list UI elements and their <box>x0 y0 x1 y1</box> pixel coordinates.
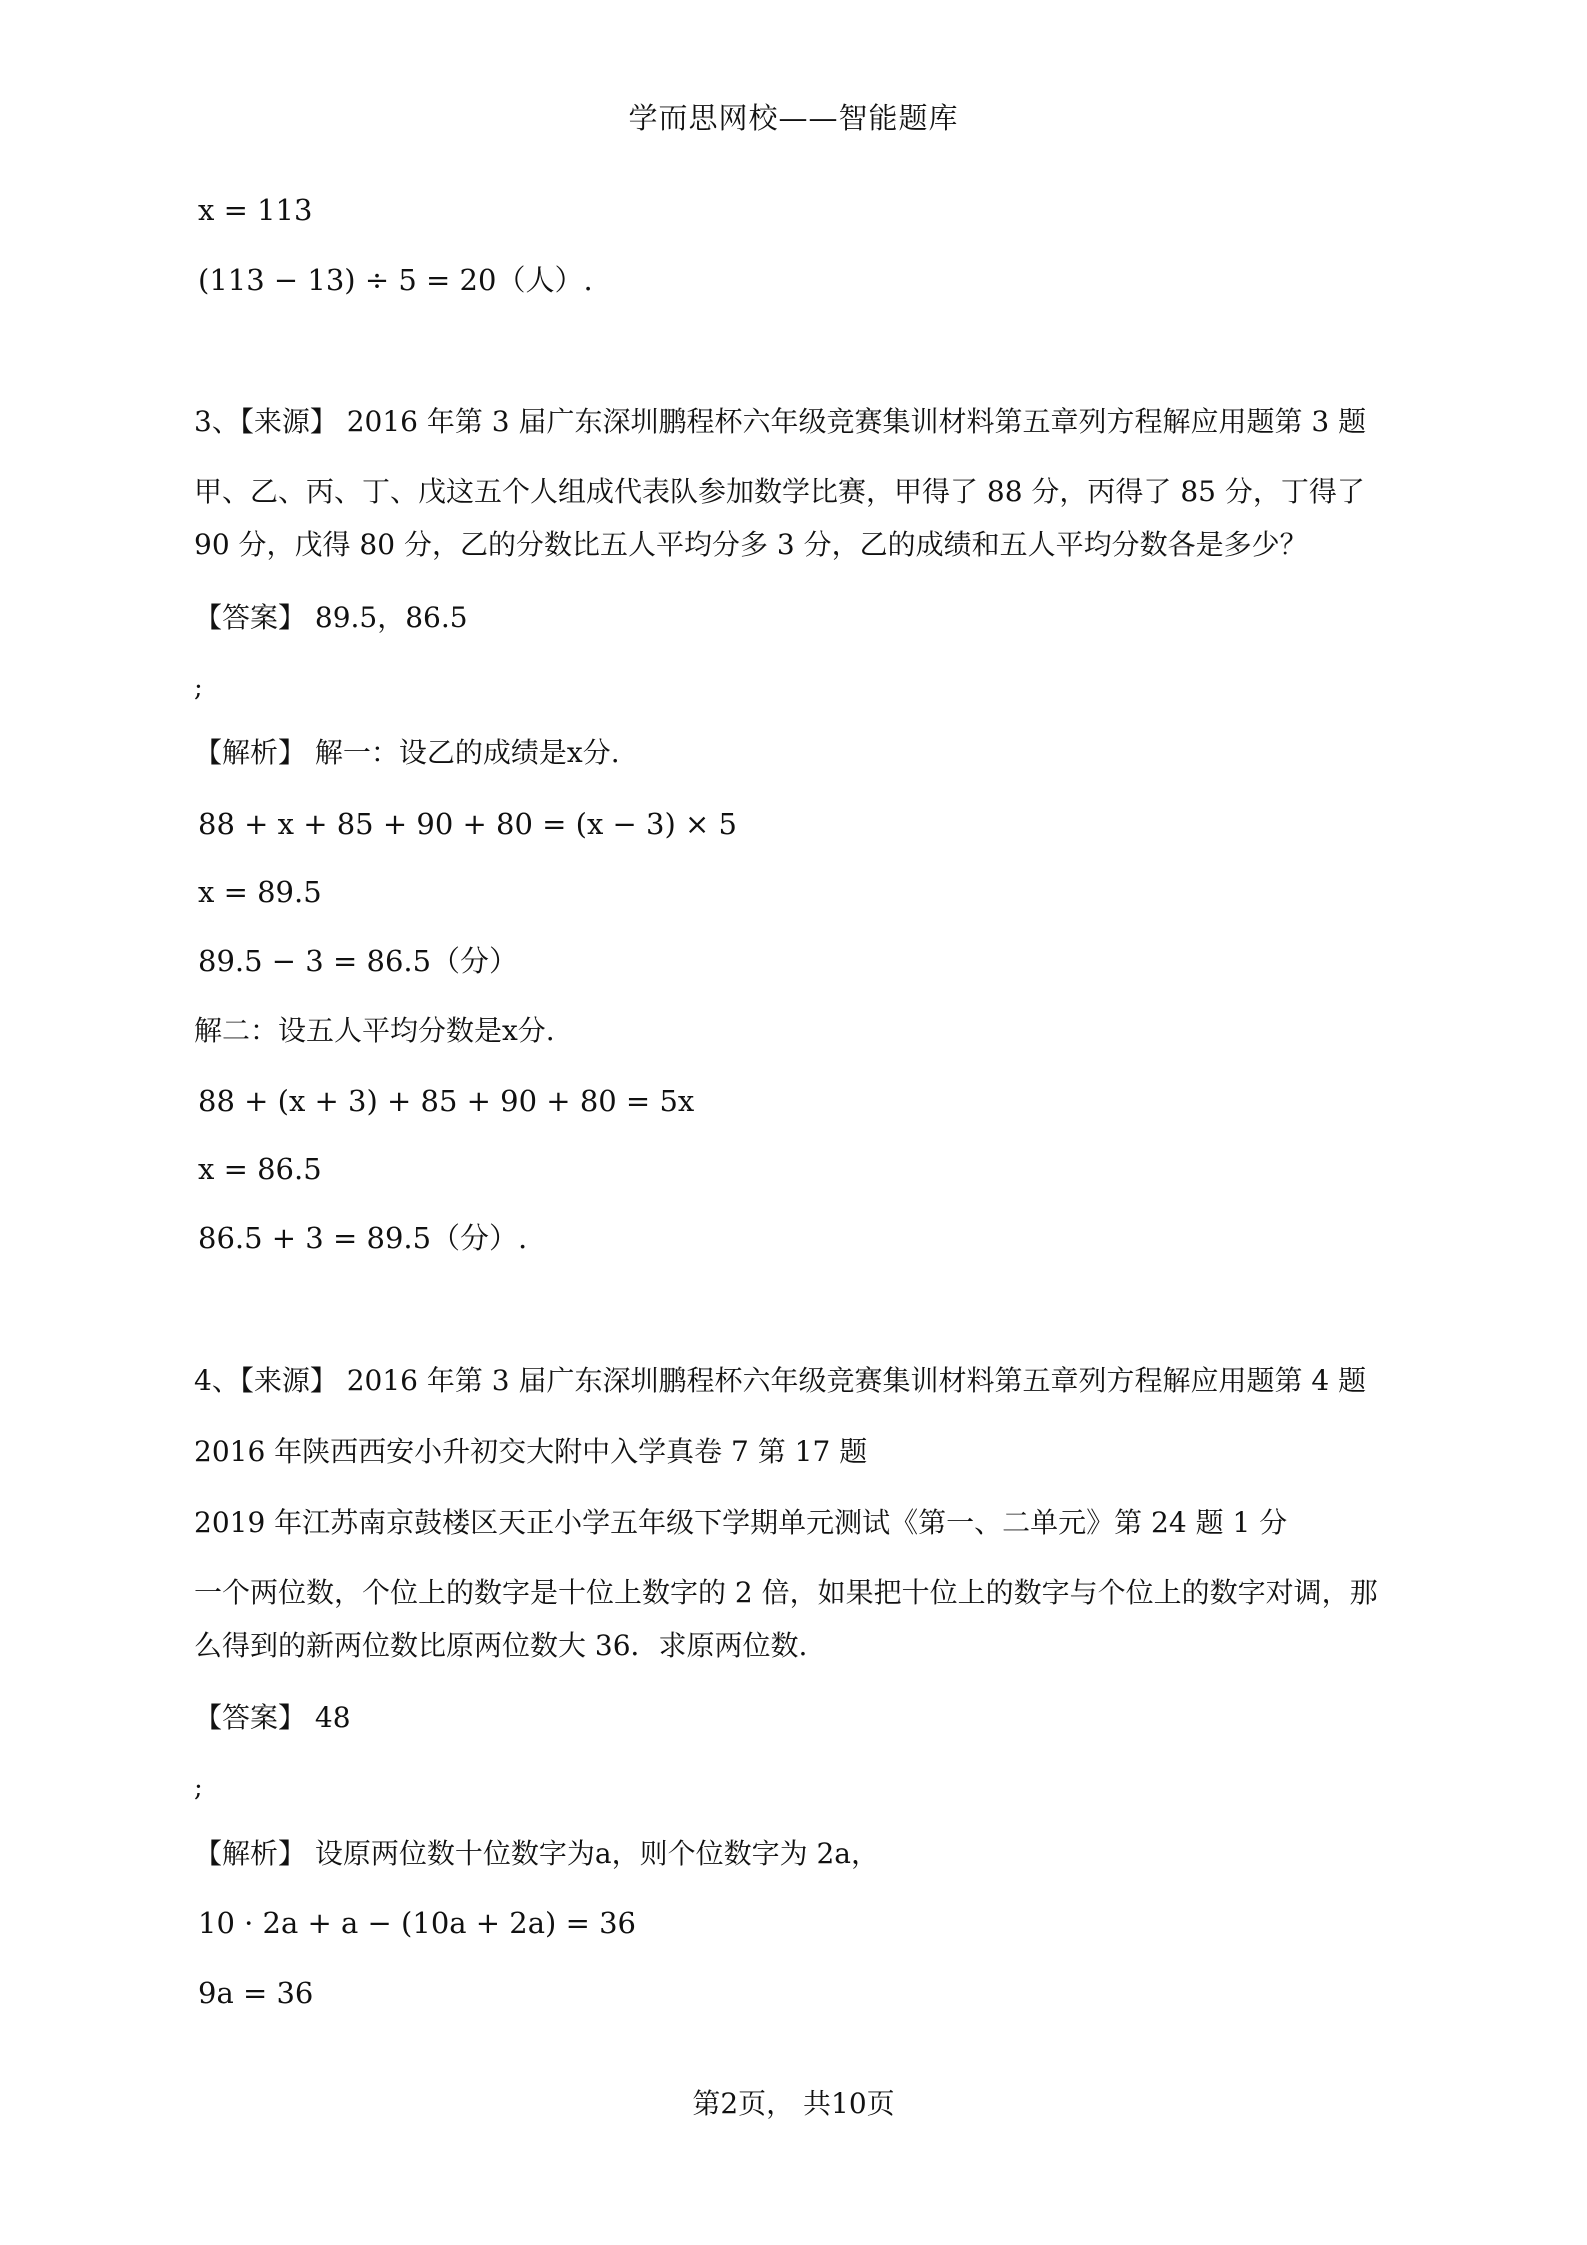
q4-answer: 【答案】 48 <box>194 1701 351 1734</box>
q4-source-2: 2016 年陕西西安小升初交大附中入学真卷 7 第 17 题 <box>194 1435 868 1468</box>
q3-question-line-2: 90 分，戊得 80 分，乙的分数比五人平均分多 3 分，乙的成绩和五人平均分数各是多少？ <box>194 528 1308 561</box>
q3-eq-1: 88 + x + 85 + 90 + 80 = (x − 3) × 5 <box>198 807 737 841</box>
q4-eq-1: 10 · 2a + a − (10a + 2a) = 36 <box>198 1906 636 1940</box>
prev-eq-2: (113 − 13) ÷ 5 = 20（人）. <box>198 263 593 297</box>
page-footer: 第2页， 共10页 <box>692 2087 895 2120</box>
q3-separator: ; <box>194 673 203 703</box>
q4-source: 4、【来源】 2016 年第 3 届广东深圳鹏程杯六年级竞赛集训材料第五章列方程解应用题第 4 题 <box>194 1364 1367 1397</box>
q3-source: 3、【来源】 2016 年第 3 届广东深圳鹏程杯六年级竞赛集训材料第五章列方程解应用题第 3 题 <box>194 405 1367 438</box>
q3-eq-5: x = 86.5 <box>198 1152 322 1186</box>
q3-question-line-1: 甲、乙、丙、丁、戊这五个人组成代表队参加数学比赛，甲得了 88 分，丙得了 85 分，丁得了 <box>194 475 1365 508</box>
q4-eq-2: 9a = 36 <box>198 1976 314 2010</box>
q3-eq-2: x = 89.5 <box>198 875 322 909</box>
q3-method-2-intro: 解二：设五人平均分数是x分. <box>194 1014 555 1047</box>
q3-analysis-intro: 【解析】 解一：设乙的成绩是x分. <box>194 736 620 769</box>
q3-eq-3: 89.5 − 3 = 86.5（分） <box>198 944 519 978</box>
page-header: 学而思网校——智能题库 <box>628 101 959 135</box>
q4-source-3: 2019 年江苏南京鼓楼区天正小学五年级下学期单元测试《第一、二单元》第 24 题 1 分 <box>194 1506 1288 1539</box>
q3-eq-4: 88 + (x + 3) + 85 + 90 + 80 = 5x <box>198 1084 695 1118</box>
q4-separator: ; <box>194 1773 203 1803</box>
q4-question-line-1: 一个两位数，个位上的数字是十位上数字的 2 倍，如果把十位上的数字与个位上的数字对调，那 <box>194 1576 1378 1609</box>
prev-eq-1: x = 113 <box>198 193 313 227</box>
q4-analysis-intro: 【解析】 设原两位数十位数字为a，则个位数字为 2a， <box>194 1837 880 1870</box>
q3-answer: 【答案】 89.5，86.5 <box>194 601 468 634</box>
q3-eq-6: 86.5 + 3 = 89.5（分）. <box>198 1221 528 1255</box>
q4-question-line-2: 么得到的新两位数比原两位数大 36．求原两位数. <box>194 1629 808 1662</box>
